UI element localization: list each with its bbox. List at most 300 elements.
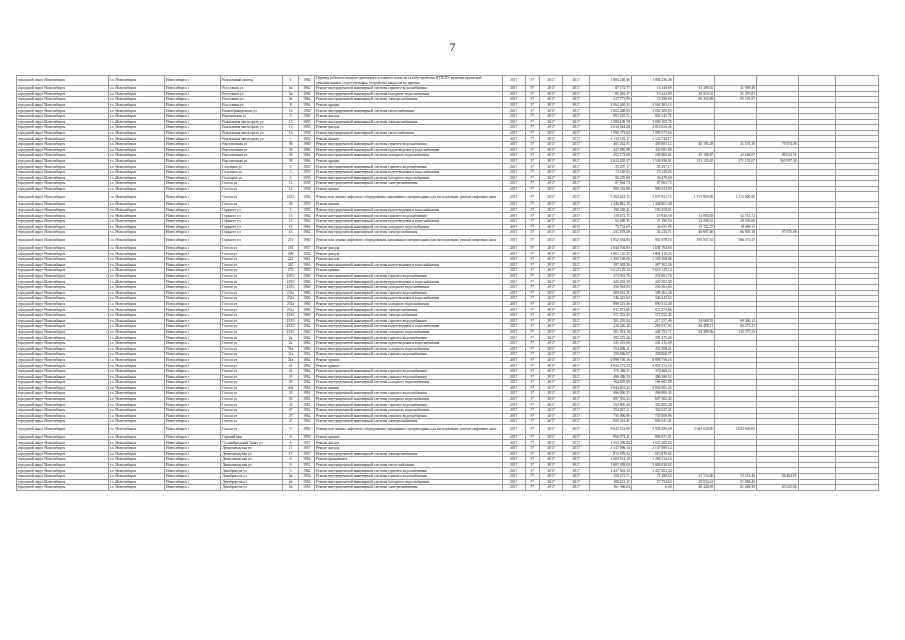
municipality-cell: городской округ Новосибирск bbox=[17, 391, 109, 397]
year-built-cell: 1954 bbox=[299, 485, 315, 491]
municipality-cell: городской округ Новосибирск bbox=[17, 86, 109, 92]
total-cost-cell: 2 562 465,12 bbox=[590, 102, 632, 108]
plan-year-cell: 2017 bbox=[502, 451, 525, 457]
plan-year-cell: 2017 bbox=[502, 318, 525, 324]
house-cell: 6а bbox=[282, 474, 299, 480]
category-cell: 5* bbox=[525, 462, 540, 468]
end-year-cell: 2017 bbox=[563, 346, 590, 352]
category-cell: 5* bbox=[525, 374, 540, 380]
street-cell: Восстания ул bbox=[221, 97, 282, 103]
work-type-cell: Ремонт внутридомовой инженерной системы электроснабжения bbox=[315, 97, 503, 103]
work-type-cell: Ремонт фасада bbox=[315, 125, 503, 131]
total-cost-cell: 1 080 109,78 bbox=[590, 119, 632, 125]
start-year-cell: 2017 bbox=[540, 380, 563, 386]
municipality-cell: городской округ Новосибирск bbox=[17, 169, 109, 175]
district-cell: г.о. Новосибирск bbox=[108, 391, 164, 397]
end-year-cell: 2017 bbox=[563, 363, 590, 369]
municipality-cell: городской округ Новосибирск bbox=[17, 474, 109, 480]
work-type-cell: Ремонт внутридомовой инженерной системы горячего водоснабжения bbox=[315, 474, 503, 480]
category-cell: 5* bbox=[525, 102, 540, 108]
municipality-cell: городской округ Новосибирск bbox=[17, 462, 109, 468]
municipality-cell: городской округ Новосибирск bbox=[17, 352, 109, 358]
city-cell: Новосибирск г bbox=[165, 273, 221, 279]
extra-cost-cell: 65 025,84 bbox=[756, 485, 798, 491]
work-type-cell: Ремонт или замена лифтового оборудования, признанного непригодным для эксплуатации, ремонт лифтовых шахт bbox=[315, 235, 503, 245]
fund-cost-cell: 890 315,40 bbox=[631, 301, 673, 307]
start-year-cell: 2017 bbox=[540, 268, 563, 274]
street-cell: Выставочная ул bbox=[221, 158, 282, 164]
year-built-cell: 1960 bbox=[299, 235, 315, 245]
owner-cost-cell: 125 370,23 bbox=[715, 329, 757, 335]
work-type-cell: Ремонт внутридомовой инженерной системы водоотведения и водоснабжения bbox=[315, 340, 503, 346]
year-built-cell: 1952 bbox=[299, 462, 315, 468]
fund-cost-cell: 1 861 110,35 bbox=[631, 251, 673, 257]
house-cell: 9 bbox=[282, 424, 299, 434]
street-cell: Вертковская ул bbox=[221, 113, 282, 119]
municipality-cell: городской округ Новосибирск bbox=[17, 408, 109, 414]
category-cell: 5* bbox=[525, 108, 540, 114]
year-built-cell: 1962 bbox=[299, 368, 315, 374]
work-type-cell: Ремонт внутридомовой инженерной системы горячего водоснабжения bbox=[315, 374, 503, 380]
start-year-cell: 2017 bbox=[540, 457, 563, 463]
street-cell: Галущака ул bbox=[221, 175, 282, 181]
work-type-cell: Ремонт крыши bbox=[315, 158, 503, 164]
house-cell: 6а bbox=[282, 479, 299, 485]
category-cell: 5* bbox=[525, 169, 540, 175]
plan-year-cell: 2017 bbox=[502, 434, 525, 440]
municipality-cell: городской округ Новосибирск bbox=[17, 468, 109, 474]
district-cell: г.о. Новосибирск bbox=[108, 380, 164, 386]
plan-year-cell: 2017 bbox=[502, 340, 525, 346]
fund-cost-cell: 254 208,21 bbox=[631, 346, 673, 352]
total-cost-cell: 735 000,06 bbox=[590, 413, 632, 419]
fund-cost-cell: 14 149,69 bbox=[631, 86, 673, 92]
street-cell: Вокзальный проезд bbox=[221, 76, 282, 86]
category-cell: 5* bbox=[525, 385, 540, 391]
total-cost-cell: 395 475,26 bbox=[590, 335, 632, 341]
city-cell: Новосибирск г bbox=[165, 245, 221, 251]
end-year-cell: 2017 bbox=[563, 192, 590, 202]
district-cell: г.о. Новосибирск bbox=[108, 312, 164, 318]
start-year-cell: 2017 bbox=[540, 181, 563, 187]
year-built-cell: 1961 bbox=[299, 262, 315, 268]
category-cell: 5* bbox=[525, 147, 540, 153]
end-year-cell: 2017 bbox=[563, 307, 590, 313]
district-cell: г.о. Новосибирск bbox=[108, 113, 164, 119]
end-year-cell: 2017 bbox=[563, 219, 590, 225]
district-cell: г.о. Новосибирск bbox=[108, 485, 164, 491]
district-cell: г.о. Новосибирск bbox=[108, 235, 164, 245]
end-year-cell: 2017 bbox=[563, 207, 590, 213]
end-year-cell: 2017 bbox=[563, 408, 590, 414]
house-cell: 6 bbox=[282, 457, 299, 463]
end-year-cell: 2017 bbox=[563, 440, 590, 446]
year-built-cell: 1960 bbox=[299, 147, 315, 153]
street-cell: Воинтернациональ ул bbox=[221, 108, 282, 114]
end-year-cell: 2017 bbox=[563, 235, 590, 245]
street-cell: Гоголя ул bbox=[221, 413, 282, 419]
district-cell: г.о. Новосибирск bbox=[108, 408, 164, 414]
end-year-cell: 2017 bbox=[563, 335, 590, 341]
plan-year-cell: 2017 bbox=[502, 391, 525, 397]
street-cell: Декабристов ул bbox=[221, 485, 282, 491]
fund-cost-cell: 245 865,21 bbox=[631, 153, 673, 159]
work-type-cell: Ремонт внутридомовой инженерной системы теплоснабжения bbox=[315, 130, 503, 136]
fund-cost-cell: 297 302,36 bbox=[631, 262, 673, 268]
district-cell: г.о. Новосибирск bbox=[108, 363, 164, 369]
year-built-cell: 1960 bbox=[299, 312, 315, 318]
municipality-cell: городской округ Новосибирск bbox=[17, 457, 109, 463]
start-year-cell: 2017 bbox=[540, 91, 563, 97]
year-built-cell: 1962 bbox=[299, 385, 315, 391]
end-year-cell: 2017 bbox=[563, 290, 590, 296]
total-cost-cell: 1 599 373,64 bbox=[590, 130, 632, 136]
start-year-cell: 2017 bbox=[540, 451, 563, 457]
fund-cost-cell: 496 000,35 bbox=[631, 391, 673, 397]
house-cell: 229/1 bbox=[282, 285, 299, 291]
category-cell: 5* bbox=[525, 136, 540, 142]
plan-year-cell: 2017 bbox=[502, 285, 525, 291]
category-cell: 5* bbox=[525, 296, 540, 302]
end-year-cell: 2017 bbox=[563, 419, 590, 425]
start-year-cell: 2017 bbox=[540, 285, 563, 291]
end-year-cell: 2017 bbox=[563, 368, 590, 374]
house-cell: 13 bbox=[282, 219, 299, 225]
city-cell: Новосибирск г bbox=[165, 113, 221, 119]
house-cell: 13 bbox=[282, 230, 299, 236]
house-cell: 5 bbox=[282, 468, 299, 474]
start-year-cell: 2017 bbox=[540, 368, 563, 374]
category-cell: 5* bbox=[525, 164, 540, 170]
work-type-cell: Ремонт внутридомовой инженерной системы холодного водоснабжения bbox=[315, 91, 503, 97]
owner-cost-cell: 41 370,05 bbox=[715, 91, 757, 97]
house-cell: 43 bbox=[282, 402, 299, 408]
city-cell: Новосибирск г bbox=[165, 468, 221, 474]
district-cell: г.о. Новосибирск bbox=[108, 164, 164, 170]
year-built-cell: 1959 bbox=[299, 125, 315, 131]
district-cell: г.о. Новосибирск bbox=[108, 181, 164, 187]
start-year-cell: 2017 bbox=[540, 468, 563, 474]
city-cell: Новосибирск г bbox=[165, 125, 221, 131]
fund-cost-cell: 87 063,72 bbox=[631, 181, 673, 187]
fund-cost-cell: 2 437 663,34 bbox=[631, 468, 673, 474]
category-cell: 5* bbox=[525, 279, 540, 285]
street-cell: Горького ул bbox=[221, 230, 282, 236]
year-built-cell: 1957 bbox=[299, 440, 315, 446]
work-type-cell: Ремонт внутридомовой инженерной системы горячего водоснабжения bbox=[315, 318, 503, 324]
total-cost-cell: 811 873,86 bbox=[590, 307, 632, 313]
year-built-cell: 1960 bbox=[299, 279, 315, 285]
plan-year-cell: 2017 bbox=[502, 147, 525, 153]
end-year-cell: 2017 bbox=[563, 285, 590, 291]
plan-year-cell: 2017 bbox=[502, 153, 525, 159]
house-cell: 231а bbox=[282, 296, 299, 302]
category-cell: 5* bbox=[525, 402, 540, 408]
end-year-cell: 2017 bbox=[563, 108, 590, 114]
page-number: 7 bbox=[449, 40, 456, 54]
end-year-cell: 2017 bbox=[563, 385, 590, 391]
total-cost-cell: 1 852 454,93 bbox=[590, 235, 632, 245]
end-year-cell: 2017 bbox=[563, 251, 590, 257]
plan-year-cell: 2017 bbox=[502, 262, 525, 268]
work-type-cell: Ремонт фундамента bbox=[315, 457, 503, 463]
work-type-cell: Ремонт внутридомовой инженерной системы электроснабжения bbox=[315, 419, 503, 425]
fund-cost-cell: 697 502,43 bbox=[631, 396, 673, 402]
category-cell: 5* bbox=[525, 257, 540, 263]
house-cell: 229/1 bbox=[282, 273, 299, 279]
total-cost-cell: 5 603 038,02 bbox=[590, 462, 632, 468]
fund-cost-cell: 447 085,08 bbox=[631, 147, 673, 153]
work-type-cell: Ремонт внутридомовой инженерной системы водоотведения и водоснабжения bbox=[315, 296, 503, 302]
work-type-cell: Ремонт внутридомовой инженерной системы электроснабжения bbox=[315, 312, 503, 318]
start-year-cell: 2017 bbox=[540, 273, 563, 279]
fund-cost-cell: 961 978,74 bbox=[631, 235, 673, 245]
year-built-cell: 1960 bbox=[299, 141, 315, 147]
year-built-cell: 1964 bbox=[299, 153, 315, 159]
year-built-cell: 1962 bbox=[299, 76, 315, 86]
street-cell: Гоголя ул bbox=[221, 385, 282, 391]
total-cost-cell: 217 773,90 bbox=[590, 97, 632, 103]
total-cost-cell: 9 645 512,00 bbox=[590, 424, 632, 434]
plan-year-cell: 2017 bbox=[502, 408, 525, 414]
plan-year-cell: 2017 bbox=[502, 130, 525, 136]
end-year-cell: 2017 bbox=[563, 153, 590, 159]
year-built-cell: 1960 bbox=[299, 296, 315, 302]
year-built-cell: 1961 bbox=[299, 257, 315, 263]
total-cost-cell: 496 386,52 bbox=[590, 374, 632, 380]
district-cell: г.о. Новосибирск bbox=[108, 357, 164, 363]
district-cell: г.о. Новосибирск bbox=[108, 192, 164, 202]
total-cost-cell: 2 147 806,14 bbox=[590, 446, 632, 452]
end-year-cell: 2017 bbox=[563, 402, 590, 408]
district-cell: г.о. Новосибирск bbox=[108, 86, 164, 92]
year-built-cell: 1962 bbox=[299, 424, 315, 434]
city-cell: Новосибирск г bbox=[165, 352, 221, 358]
table-row bbox=[17, 192, 879, 202]
category-cell: 5* bbox=[525, 419, 540, 425]
municipality-cell: городской округ Новосибирск bbox=[17, 153, 109, 159]
work-type-cell: Ремонт внутридомовой инженерной системы холодного водоснабжения bbox=[315, 346, 503, 352]
total-cost-cell: 297 302,36 bbox=[590, 262, 632, 268]
municipality-cell: городской округ Новосибирск bbox=[17, 141, 109, 147]
end-year-cell: 2017 bbox=[563, 164, 590, 170]
plan-year-cell: 2017 bbox=[502, 136, 525, 142]
total-cost-cell: 447 085,08 bbox=[590, 147, 632, 153]
city-cell: Новосибирск г bbox=[165, 380, 221, 386]
total-cost-cell: 392 805,40 bbox=[590, 402, 632, 408]
total-cost-cell: 198 651,17 bbox=[590, 479, 632, 485]
municipality-cell: городской округ Новосибирск bbox=[17, 230, 109, 236]
municipality-cell: городской округ Новосибирск bbox=[17, 413, 109, 419]
start-year-cell: 2017 bbox=[540, 158, 563, 164]
street-cell: Гоголя ул bbox=[221, 181, 282, 187]
city-cell: Новосибирск г bbox=[165, 224, 221, 230]
start-year-cell: 2017 bbox=[540, 108, 563, 114]
total-cost-cell: 465 262,91 bbox=[590, 141, 632, 147]
house-cell: 13 bbox=[282, 224, 299, 230]
category-cell: 5* bbox=[525, 352, 540, 358]
total-cost-cell: 697 502,43 bbox=[590, 396, 632, 402]
house-cell: 41 bbox=[282, 363, 299, 369]
municipality-cell: городской округ Новосибирск bbox=[17, 385, 109, 391]
street-cell: Гоголя ул bbox=[221, 202, 282, 208]
total-cost-cell: 73 149,03 bbox=[590, 169, 632, 175]
fund-cost-cell: 1 553 209,84 bbox=[631, 440, 673, 446]
start-year-cell: 2017 bbox=[540, 318, 563, 324]
district-cell: г.о. Новосибирск bbox=[108, 147, 164, 153]
fund-cost-cell: 815 876,02 bbox=[631, 451, 673, 457]
start-year-cell: 2017 bbox=[540, 207, 563, 213]
year-built-cell: 1957 bbox=[299, 446, 315, 452]
total-cost-cell: 3 134 742,17 bbox=[590, 136, 632, 142]
municipality-cell: городской округ Новосибирск bbox=[17, 419, 109, 425]
category-cell: 5* bbox=[525, 307, 540, 313]
start-year-cell: 2017 bbox=[540, 335, 563, 341]
fund-cost-cell: 13 422,00 bbox=[631, 91, 673, 97]
city-cell: Новосибирск г bbox=[165, 136, 221, 142]
municipality-cell: городской округ Новосибирск bbox=[17, 186, 109, 192]
district-cell: г.о. Новосибирск bbox=[108, 158, 164, 164]
plan-year-cell: 2017 bbox=[502, 108, 525, 114]
start-year-cell: 2017 bbox=[540, 424, 563, 434]
fund-cost-cell: 600 441,41 bbox=[631, 419, 673, 425]
city-cell: Новосибирск г bbox=[165, 324, 221, 330]
plan-year-cell: 2017 bbox=[502, 224, 525, 230]
owner-cost-cell: 1 272 600,00 bbox=[715, 192, 757, 202]
year-built-cell: 1962 bbox=[299, 352, 315, 358]
register-table-container bbox=[16, 75, 879, 491]
year-built-cell: 1962 bbox=[299, 346, 315, 352]
street-cell: Горького ул bbox=[221, 213, 282, 219]
city-cell: Новосибирск г bbox=[165, 91, 221, 97]
work-type-cell: Ремонт крыши bbox=[315, 434, 503, 440]
municipality-cell: городской округ Новосибирск bbox=[17, 368, 109, 374]
budget-cost-cell: 29 934,41 bbox=[673, 479, 715, 485]
street-cell: Гоголя ул bbox=[221, 251, 282, 257]
district-cell: г.о. Новосибирск bbox=[108, 285, 164, 291]
district-cell: г.о. Новосибирск bbox=[108, 468, 164, 474]
house-cell: 233/1 bbox=[282, 312, 299, 318]
street-cell: Гоголя ул bbox=[221, 408, 282, 414]
house-cell: 8 bbox=[282, 102, 299, 108]
city-cell: Новосибирск г bbox=[165, 230, 221, 236]
district-cell: г.о. Новосибирск bbox=[108, 97, 164, 103]
work-type-cell: Ремонт крыши bbox=[315, 202, 503, 208]
fund-cost-cell: 190 458,41 bbox=[631, 207, 673, 213]
house-cell: 231а bbox=[282, 307, 299, 313]
house-cell: 229/1 bbox=[282, 279, 299, 285]
district-cell: г.о. Новосибирск bbox=[108, 451, 164, 457]
district-cell: г.о. Новосибирск bbox=[108, 230, 164, 236]
plan-year-cell: 2017 bbox=[502, 230, 525, 236]
extra-cost-2-cell bbox=[798, 192, 836, 202]
district-cell: г.о. Новосибирск bbox=[108, 153, 164, 159]
street-cell: Гоголя ул bbox=[221, 245, 282, 251]
end-year-cell: 2017 bbox=[563, 102, 590, 108]
street-cell: Выставочная ул bbox=[221, 153, 282, 159]
district-cell: г.о. Новосибирск bbox=[108, 296, 164, 302]
year-built-cell: 1962 bbox=[299, 213, 315, 219]
municipality-cell: городской округ Новосибирск bbox=[17, 76, 109, 86]
category-cell: 5* bbox=[525, 224, 540, 230]
plan-year-cell: 2017 bbox=[502, 374, 525, 380]
category-cell: 5* bbox=[525, 368, 540, 374]
plan-year-cell: 2017 bbox=[502, 462, 525, 468]
category-cell: 5* bbox=[525, 340, 540, 346]
municipality-cell: городской округ Новосибирск bbox=[17, 245, 109, 251]
year-built-cell: 1954 bbox=[299, 474, 315, 480]
work-type-cell: Ремонт внутридомовой инженерной системы горячего водоснабжения bbox=[315, 352, 503, 358]
district-cell: г.о. Новосибирск bbox=[108, 119, 164, 125]
end-year-cell: 2017 bbox=[563, 479, 590, 485]
district-cell: г.о. Новосибирск bbox=[108, 186, 164, 192]
plan-year-cell: 2017 bbox=[502, 346, 525, 352]
house-cell: 47 bbox=[282, 413, 299, 419]
fund-cost-cell: 392 805,40 bbox=[631, 402, 673, 408]
year-built-cell: 1960 bbox=[299, 285, 315, 291]
house-cell: 2а bbox=[282, 340, 299, 346]
street-cell: Гоголя ул bbox=[221, 363, 282, 369]
extra-cost-cell: 363 997,44 bbox=[756, 158, 798, 164]
municipality-cell: городской округ Новосибирск bbox=[17, 440, 109, 446]
city-cell: Новосибирск г bbox=[165, 290, 221, 296]
year-built-cell: 1962 bbox=[299, 102, 315, 108]
district-cell: г.о. Новосибирск bbox=[108, 257, 164, 263]
house-cell: 6а bbox=[282, 86, 299, 92]
plan-year-cell: 2017 bbox=[502, 186, 525, 192]
city-cell: Новосибирск г bbox=[165, 207, 221, 213]
start-year-cell: 2017 bbox=[540, 257, 563, 263]
fund-cost-cell: 735 000,06 bbox=[631, 413, 673, 419]
work-type-cell: Ремонт фасада bbox=[315, 251, 503, 257]
plan-year-cell: 2017 bbox=[502, 207, 525, 213]
plan-year-cell: 2017 bbox=[502, 268, 525, 274]
street-cell: Гоголя ул bbox=[221, 402, 282, 408]
street-cell: Гоголя ул bbox=[221, 192, 282, 202]
end-year-cell: 2017 bbox=[563, 158, 590, 164]
year-built-cell: 1958 bbox=[299, 181, 315, 187]
end-year-cell: 2017 bbox=[563, 468, 590, 474]
year-built-cell: 1959 bbox=[299, 169, 315, 175]
municipality-cell: городской округ Новосибирск bbox=[17, 202, 109, 208]
plan-year-cell: 2017 bbox=[502, 213, 525, 219]
fund-cost-cell: 34 655,95 bbox=[631, 224, 673, 230]
year-built-cell: 1962 bbox=[299, 91, 315, 97]
budget-cost-cell: 22 958,32 bbox=[673, 219, 715, 225]
work-type-cell: Ремонт или замена лифтового оборудования, признанного непригодным для эксплуатации, ремонт лифтовых шахт bbox=[315, 192, 503, 202]
category-cell: 5* bbox=[525, 141, 540, 147]
budget-cost-cell: 1 272 800,00 bbox=[673, 192, 715, 202]
work-type-cell: Перевод рабочего газового/дизельного угольного котла на газ/обустройство ИТП/ПУ, включая проектной документации и сопутствующих, устройство пандусов на проемы bbox=[315, 76, 503, 86]
municipality-cell: городской округ Новосибирск bbox=[17, 147, 109, 153]
city-cell: Новосибирск г bbox=[165, 385, 221, 391]
municipality-cell: городской округ Новосибирск bbox=[17, 219, 109, 225]
end-year-cell: 2017 bbox=[563, 268, 590, 274]
fund-cost-cell: 1 080 109,78 bbox=[631, 119, 673, 125]
start-year-cell: 2017 bbox=[540, 279, 563, 285]
category-cell: 5* bbox=[525, 301, 540, 307]
total-cost-cell: 980 333,90 bbox=[590, 186, 632, 192]
plan-year-cell: 2017 bbox=[502, 192, 525, 202]
plan-year-cell: 2017 bbox=[502, 279, 525, 285]
category-cell: 5* bbox=[525, 485, 540, 491]
year-built-cell: 1960 bbox=[299, 113, 315, 119]
street-cell: Гоголя ул bbox=[221, 340, 282, 346]
fund-cost-cell: 274 001,76 bbox=[631, 273, 673, 279]
plan-year-cell: 2017 bbox=[502, 402, 525, 408]
start-year-cell: 2017 bbox=[540, 357, 563, 363]
year-built-cell: 1962 bbox=[299, 374, 315, 380]
